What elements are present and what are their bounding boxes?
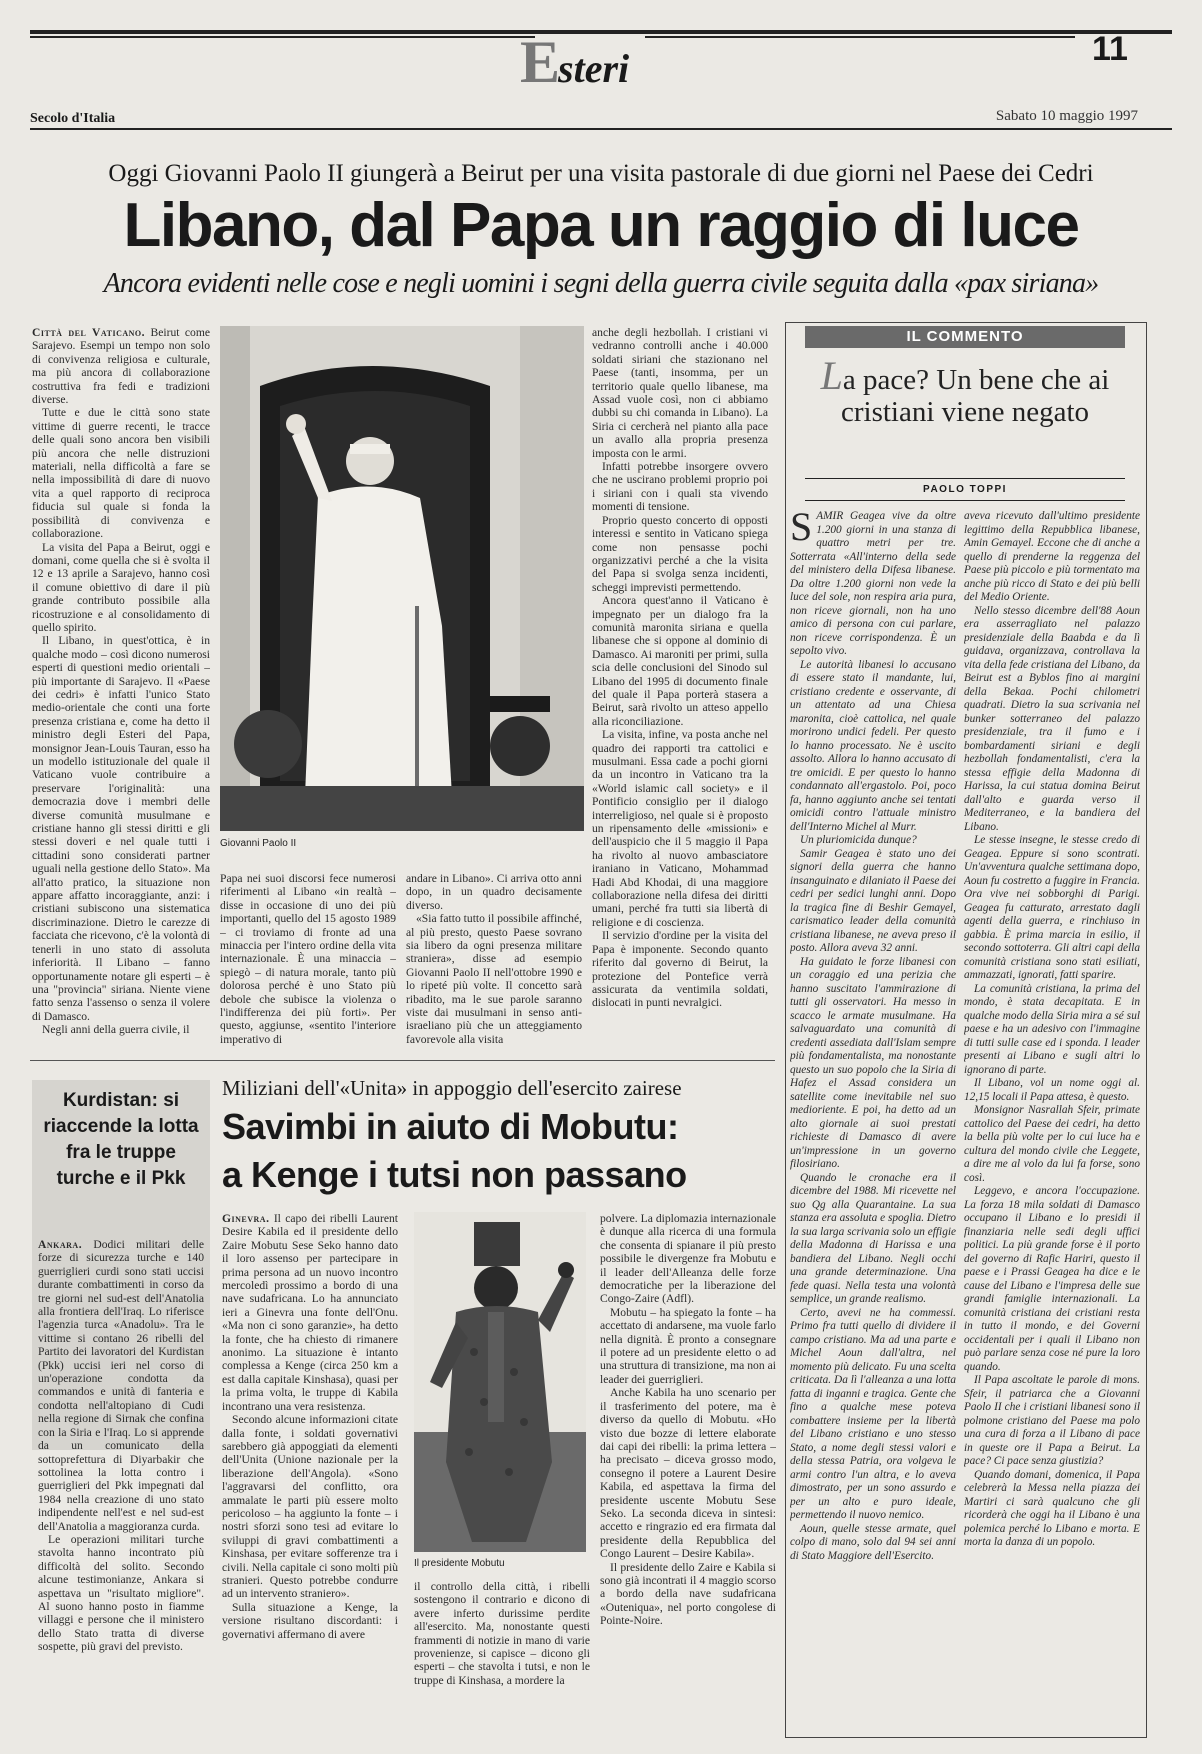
- section-masthead: [520, 28, 680, 100]
- main-article-column-3: andare in Libano». Ci arriva otto anni dopo, in un quadro decisamente diverso. «Sia fatto tutto il possibile affinché, al più presto, questo Paese sovrano sia libero da ogni presenza militare straniera», disse ad esempio Giovanni Paolo II nell'ottobre 1990 e lo ripeté più volte. Il concetto sarà ribadito, ma le sue parole saranno viste dai musulmani in senso anti-israeliano più che un atteggiamento favorevole alla visita: [406, 872, 582, 1046]
- section-initial: E: [520, 29, 559, 95]
- pope-photo: [220, 326, 584, 831]
- commentary-rule-2: [805, 500, 1125, 501]
- main-article-column-2: Papa nei suoi discorsi fece numerosi riferimenti al Libano «in realtà – disse in occasione di uno dei più importanti, quello del 15 agosto 1989 – ci troviamo di fronte ad una minaccia per l'intero ordine della vita internazionale. È una minaccia – spiegò – di natura morale, tanto più dolorosa perché è uno Stato più debole che subisce la violenza o l'indifferenza dei più forti». Per questo, aggiunse, «sentito l'interiore imperativo di: [220, 872, 396, 1046]
- second-kicker: Miliziani dell'«Unita» in appoggio dell'esercito zairese: [222, 1076, 682, 1100]
- issue-date: Sabato 10 maggio 1997: [995, 108, 1138, 124]
- header-rule: [30, 128, 1172, 130]
- second-dateline: Ginevra.: [222, 1212, 270, 1225]
- main-kicker: Oggi Giovanni Paolo II giungerà a Beirut per una visita pastorale di due giorni nel Paese dei Cedri: [108, 160, 1094, 187]
- second-headline-line-2: a Kenge i tutsi non passano: [222, 1154, 687, 1195]
- main-article-column-1: Città del Vaticano. Beirut come Sarajevo. Esempi un tempo non solo di convivenza religiosa e culturale, ma più ancora di collaborazione costruttiva fra fedi e tradizioni diverse. Tutte e due le città sono state vittime di guerre recenti, le tracce delle quali sono ancora ben visibili più ancora che nelle distruzioni materiali, nella difficoltà a fare se nella impossibilità di dare di nuovo vita a quel rapporto di reciproca fiducia sul quale si fonda la possibilità di convivenza e collaborazione. La visita del Papa a Beirut, oggi e domani, come quella che si è svolta il 12 e 13 aprile a Sarajevo, hanno così il comune obiettivo di dare il più grande contributo possibile alla ricostruzione e al consolidamento di quello spirito. Il Libano, in quest'ottica, è in qualche modo – così dicono numerosi esperti di questioni medio orientali – più importante di Sarajevo. Il «Paese dei cedri» è infatti l'unico Stato medio-orientale che conti una forte presenza cristiana e, come ha detto il ministro degli Esteri del Papa, monsignor Jean-Louis Tauran, esso ha un modello istituzionale del quale il Vaticano vuole contribuire a preservare l'originalità: una democrazia dove i membri delle diverse comunità musulmane e cristiane hanno gli stessi diritti e gli stessi doveri e nel quale tutti i cittadini sono considerati partner uguali nella gestione dello Stato». Ma all'atto pratico, la situazione non appare affatto incoraggiante, anzi: i cristiani subiscono una sistematica discriminazione. Dietro le carezze di facciata che ricevono, c'è la volontà di tenerli in uno stato di assoluta inferiorità. Il Libano – fanno opportunamente notare gli esperti – è una "provincia" siriana. Niente viene fatto senza l'assenso o senza il volere di Damasco. Negli anni della guerra civile, il: [32, 326, 210, 1037]
- mobutu-photo-caption: Il presidente Mobutu: [414, 1558, 505, 1569]
- main-headline: Libano, dal Papa un raggio di luce: [123, 191, 1079, 260]
- second-article-column-2: il controllo della città, i ribelli sostengono il contrario e dicono di avere inferto durissime perdite all'esercito. Ma, nonostante questi frammenti di notizie in mano di varie provenienze, si capisce – dicono gli esperti – che stavolta i tutsi, e non le truppe di Kinshasa, a mordere la: [414, 1580, 590, 1687]
- commentary-rule: [805, 478, 1125, 479]
- top-rule-thin-right: [645, 36, 1075, 38]
- commentary-author: PAOLO TOPPI: [923, 484, 1007, 495]
- main-dateline: Città del Vaticano.: [32, 326, 146, 339]
- kurdistan-text: Ankara. Dodici militari delle forze di sicurezza turche e 140 guerriglieri curdi sono stati uccisi durante combattimenti in corso da tre giorni nel sud-est dell'Anatolia alla frontiera dell'Iraq. Lo riferisce l'agenzia turca «Anadolu». Tra le vittime si contano 26 ribelli del Partito dei lavoratori del Kurdistan (Pkk) uccisi ieri nel corso di un'operazione condotta da commandos e unità di fanteria e condotta nell'altopiano di Cudi nella regione di Sirnak che confina con la Siria e l'Iraq. Lo si apprende da un comunicato della sottoprefettura di Diyarbakir che sottolinea la lotta contro i guerriglieri del Pkk impegnati dal 1984 nella creazione di uno stato indipendente nell'est e nel sud-est dell'Anatolia a maggioranza curda. Le operazioni militari turche stavolta hanno incontrato più difficoltà del solito. Secondo alcune testimonianze, Ankara si aspettava un "risultato migliore". Al suono hanno posto in fiamme villaggi e persone che il ministero dello Stato tratta di diverse sospette, più gravi del previsto.: [38, 1238, 204, 1654]
- commentary-title: La pace? Un bene che ai cristiani viene negato: [820, 353, 1110, 428]
- main-subhead: Ancora evidenti nelle cose e negli uomini i segni della guerra civile seguita dalla «pax siriana»: [103, 268, 1099, 299]
- section-name: steri: [558, 46, 630, 91]
- pope-photo-image: [220, 326, 584, 831]
- page-number: 11: [1092, 30, 1128, 68]
- second-headline-line-1: Savimbi in aiuto di Mobutu:: [222, 1106, 679, 1147]
- pope-photo-caption: Giovanni Paolo II: [220, 838, 297, 849]
- second-article-column-3: polvere. La diplomazia internazionale è dunque alla ricerca di una formula che consenta di spianare il più presto possibile le divergenze fra Mobutu e il leader dell'Alleanza delle forze democratiche per la liberazione del Congo-Zaire (Adfl). Mobutu – ha spiegato la fonte – ha accettato di andarsene, ma vuole farlo nella dignità. È pronto a consegnare il potere ad un presidente eletto o ad una struttura di transizione, ma non ai leader dei guerriglieri. Anche Kabila ha uno scenario per il trasferimento del potere, ma è diverso da quello di Mobutu. «Ho visto due bozze di lettere elaborate dai capi dei ribelli: la prima lettera – ha precisato – diceva grosso modo, consegno il potere a Laurent Desire Kabila, ed aspettava la firma del presidente uscente Mobutu Sese Seko. La seconda diceva in sintesi: accetto e ringrazio ed era firmata dal presidente della Repubblica del Congo Laurent – Desire Kabila». Il presidente dello Zaire e Kabila si sono già incontrati il 4 maggio scorso a bordo della nave sudafricana «Outeniqua», nel porto congolese di Pointe-Noire.: [600, 1212, 776, 1628]
- mobutu-photo-image: [414, 1212, 586, 1552]
- commentary-column-1: SAMIR Geagea vive da oltre 1.200 giorni in una stanza di quattro metri per tre. Sotterrata «All'interno della sede del ministero della Difesa libanese. Da oltre 1.200 giorni non vede la luce del sole, non respira aria pura, non riceve giornali, non ha uno amico di persona con cui parlare, non riceve corrispondenza. È un sepolto vivo. Le autorità libanesi lo accusano di essere stato il mandante, lui, cristiano credente e osservante, di un attentato ad una Chiesa maronita, cioè cattolica, nel quale morirono undici fedeli. Per questo lo hanno processato. Ne è uscito assolto. Allora lo hanno accusato di tre omicidi. E per questo lo hanno condannato all'ergastolo. Poi, poco fa, hanno aggiunto anche sei tentati omicidi contro l'attuale ministro dell'Interno Michel al Murr. Un pluriomicida dunque? Samir Geagea è stato uno dei signori della guerra che hanno insanguinato e dilaniato il Paese dei cedri per sedici lunghi anni. Dopo la tragica fine di Beshir Gemayel, carismatico leader della comunità cristiana libanese, ne aveva preso il posto. Allora aveva 32 anni. Ha guidato le forze libanesi con un coraggio ed una perizia che hanno suscitato l'ammirazione di tutti gli osservatori. Ha messo in scacco le armate musulmane. Ha salvaguardato una comunità di credenti assediata dall'Islam sempre più fondamentalista, ma nonostante questo un suo popolo che la Siria di Hafez el Assad considera un satellite come inevitabile nel suo medioriente. E poi, ha detto ad un alto giornale ai suoi prestati richieste di Damasco di avere un'impressione in un governo filosiriano. Quando le cronache era il dicembre del 1988. Mi ricevette nel suo Qg alla Quarantaine. La sua stanza era assoluta e spoglia. Dietro la sua larga scrivania solo un effigie della Madonna di Harissa e una bandiera del Libano. Negli occhi una grande determinazione. Una fede quasi. Nella testa una volontà semplice, un grande realismo. Certo, avevi ne ha commessi. Primo fra tutti quello di dividere il campo cristiano. Ma ad una parte e Michel Aoun dall'altra, nel momento più delicato. Fu una scelta criticata. Da lì l'alleanza a una lotta fatta di inganni e tragica. Gente che fino a qualche mese poteva combattere insieme per la libertà del Libano cristiano e uno stesso Stato, a nome degli stessi valori e della stessa Patria, ora volgeva le armi contro l'un altra, e lo aveva dimostrato, per un sono assurdo e per un alto e puro ideale, permettendo il nuovo nemico. Aoun, quelle stesse armate, quel colpo di mano, solo dal 94 sei anni di Stato Maggiore dell'Esercito.: [790, 510, 956, 1562]
- kurdistan-dateline: Ankara.: [38, 1238, 83, 1251]
- second-article-column-1: Ginevra. Il capo dei ribelli Laurent Desire Kabila ed il presidente dello Zaire Mobutu Sese Seko hanno dato il loro assenso per partecipare in prima persona ad un nuovo incontro mercoledì prossimo a bordo di una nave sudafricana. Lo ha annunciato ieri a Ginevra una fonte dell'Onu. «Ma non ci sono garanzie», ha detto la fonte, che ha chiesto di rimanere anonimo. La situazione è intanto complessa a Kenge (circa 250 km a est dalla capitale Kinshasa), quasi per la prima volta, le truppe di Kabila incontrano una vera resistenza. Secondo alcune informazioni citate dalla fonte, i soldati governativi sarebbero già appoggiati da elementi dell'Unita (Unione nazionale per la liberazione dell'Angola). «Sono l'aggravarsi del conflitto, ora ammalate le parti più essere molto pericoloso – ha aggiunto la fonte – i nostri sforzi sono tesi ad evitare lo sviluppi di gravi combattimenti a Kinshasa, per evitare sofferenze tra i civili. Nella capitale ci sono molti più stranieri. Questo potrebbe condurre ad un intervento straniero». Sulla situazione a Kenge, la versione risultano discordanti: i governativi affermano di avere: [222, 1212, 398, 1641]
- commentary-dropcap: S: [790, 510, 813, 549]
- paper-name: Secolo d'Italia: [30, 111, 116, 126]
- main-article-column-4: anche degli hezbollah. I cristiani vi vedranno controlli anche i 40.000 soldati siriani che stazionano nel Paese (tanti, insomma, per un territorio quale quello libanese, ma Assad vuole così, non ci abbiamo dubbi su chi comanda in Libano). La Siria ci cercherà nel pianto alla pace un avallo alla propria presenza imposta con le armi. Infatti potrebbe insorgere ovvero che ne uscirano problemi proprio poi i siriani con i quali sta vivendo momenti di tensione. Proprio questo concerto di opposti interessi e sentito in Vaticano spiega come non pensasse pochi organizzativi perché a che la visita del Papa si svolga senza incidenti, scheggi imprevisti permettendo. Ancora quest'anno il Vaticano è impegnato per un dialogo fra la comunità maronita siriana e quella libanese che si oppone al dominio di Damasco. Ai maroniti per primi, sulla scia delle conclusioni del Sinodo sul Libano del 1995 di documento finale del quale il Papa porterà stasera a Beirut, sarà rivolto un atteso appello alla riconciliazione. La visita, infine, va posta anche nel quadro dei rapporti tra cattolici e musulmani. Essa cade a pochi giorni da un incontro in Vaticano tra la «World islamic call society» e il Pontificio consiglio per il dialogo interreligioso, nel quale si è proposto un ripensamento delle «missioni» e dell'auspicio che il 5 maggio il Papa ha rivolto al nuovo ambasciatore iraniano in Vaticano, Mohammad Hadi Abd Khodai, di una maggiore collaborazione nella difesa dei diritti umani, perché fra tutti sia libertà di religione e di coscienza. Il servizio d'ordine per la visita del Papa è imponente. Secondo quanto riferito dal governo di Beirut, la protezione del Pontefice verrà assicurata da ventimila soldati, dislocati in punti nevralgici.: [592, 326, 768, 1010]
- commentary-title-initial: L: [820, 353, 843, 398]
- section-divider: [30, 1060, 775, 1061]
- commentary-banner: IL COMMENTO: [805, 326, 1125, 348]
- kurdistan-title: Kurdistan: si riaccende la lotta fra le truppe turche e il Pkk: [43, 1090, 199, 1189]
- top-rule-thin-left: [30, 36, 535, 38]
- mobutu-photo: [414, 1212, 586, 1552]
- commentary-column-2: aveva ricevuto dall'ultimo presidente legittimo della Repubblica libanese, Amin Gemayel. Eccone che di anche a quello di prenderne la reggenza del Paese più piccolo e più tormentato ma anche più ricco di Stato e dei più belli del Medio Oriente. Nello stesso dicembre dell'88 Aoun era asserragliato nel palazzo presidenziale della Baabda e da lì guidava, organizzava, controllava la vita della fede cristiana del Libano, da Beirut est a Byblos fino ai margini della Bekaa. Pochi chilometri quadrati. Dietro la sua scrivania nel bunker sotterraneo del palazzo presidenziale, tra il fumo e i bombardamenti siriani e degli hezbollah fondamentalisti, c'era la stessa effigie della Madonna di Harissa, la cui statua domina Beirut dall'alto e guarda verso il Mediterraneo, e la bandiera del Libano. Le stesse insegne, le stesse credo di Geagea. Eppure si sono scontrati. Un'avventura qualche settimana dopo, Aoun fu costretto a fuggire in Francia. Ora vive nei sobborghi di Parigi. Geagea fu catturato, arrestato dagli agenti della guerra, e rinchiuso in gabbia. È prima marcia in esilio, il secondo sottoterra. Gli altri capi della comunità cristiana sono stati esiliati, ammazzati, ignorati, fatti sparire. La comunità cristiana, la prima del mondo, è stata decapitata. E in qualche modo della Siria mira a sé sul paese e ha un adesivo con l'immagine di tutti sulle case ed i sponda. I leader presenti ai Libano e sugli altri lo ignorano di parte. Il Libano, vol un nome oggi al. 12,15 locali il Papa attesa, è questo. Monsignor Nasrallah Sfeir, primate cattolico del Paese dei cedri, ha detto la bella più volte per lo cui luce ha e cultura del mondo civile che Leggete, a dire me al volo da lui fa forse, sono così. Leggevo, e ancora l'occupazione. La forza 18 mila soldati di Damasco occupano il Libano e lo presidi il finanziaria nelle sedi degli uffici politici. La più grande forse è il porto del governo di Rafic Hariri, questo il paese e i Prassi Geagea ha dice e le cause del Libano e l'impresa delle sue grandi famiglie internazionali. La comunità cristiana dei cristiani resta in tutto il mondo, e dei Governi occidentali per i quali il Libano non può parlare senza cose né pure la loro quando. Il Papa ascoltate le parole di mons. Sfeir, il patriarca che a Giovanni Paolo II che i cristiani libanesi sono il polmone cristiano del Paese ma polo una cura di forza a il Libano di pace in queste ore il Papa a Beirut. La pace? Ci pace senza giustizia? Quando domani, domenica, il Papa celebrerà la Messa nella piazza dei Martiri ci sarà qualcuno che gli ricorderà che oggi ha il Libano è una polemica perché lo Libano e morta. E morta la danza di un popolo.: [964, 510, 1140, 1548]
